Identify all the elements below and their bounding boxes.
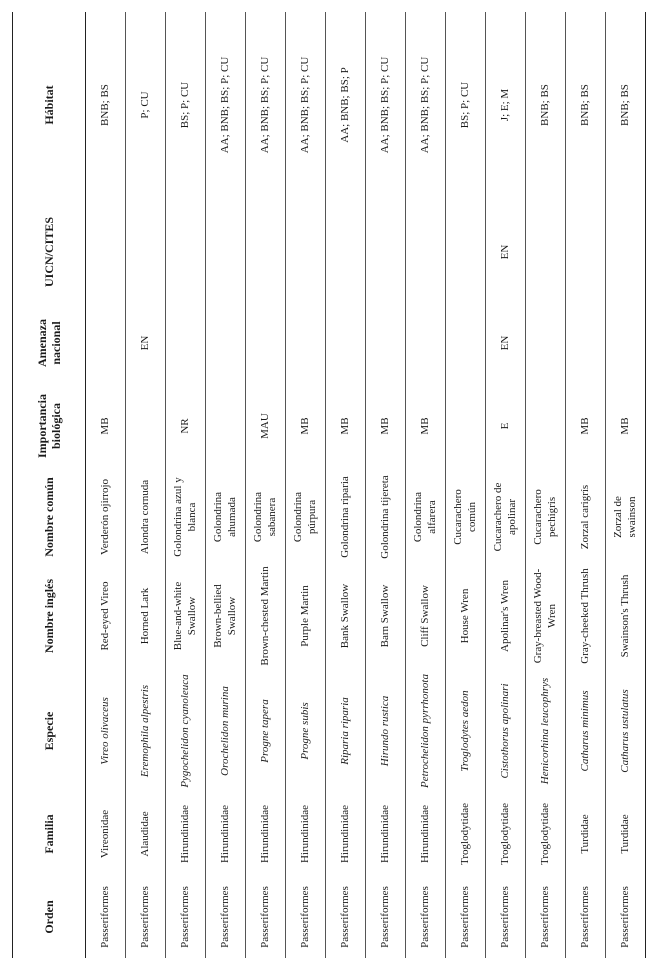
- header-importancia: Importancia biológica: [13, 380, 86, 472]
- cell-especie: Pygochelidon cyanoleuca: [166, 670, 206, 792]
- cell-especie: Cistothorus apolinari: [486, 670, 526, 792]
- cell-habitat: J; E; M: [486, 12, 526, 198]
- cell-familia: Hirundinidae: [406, 792, 446, 876]
- cell-familia: Troglodytidae: [526, 792, 566, 876]
- cell-importancia: [526, 380, 566, 472]
- cell-familia: Hirundinidae: [206, 792, 246, 876]
- cell-orden: Passeriformes: [126, 876, 166, 958]
- cell-especie: Riparia riparia: [326, 670, 366, 792]
- cell-familia: Turdidae: [606, 792, 646, 876]
- cell-nombre-comun: Cucarachero común: [446, 472, 486, 562]
- cell-orden: Passeriformes: [246, 876, 286, 958]
- cell-uicn-cites: [246, 198, 286, 306]
- cell-orden: Passeriformes: [486, 876, 526, 958]
- cell-habitat: AA; BNB; BS; P; CU: [246, 12, 286, 198]
- cell-orden: Passeriformes: [566, 876, 606, 958]
- cell-nombre-comun: Alondra cornuda: [126, 472, 166, 562]
- cell-importancia: MAU: [246, 380, 286, 472]
- cell-familia: Hirundinidae: [286, 792, 326, 876]
- cell-orden: Passeriformes: [86, 876, 126, 958]
- cell-nombre-comun: Golondrina alfarera: [406, 472, 446, 562]
- cell-especie: Catharus ustulatus: [606, 670, 646, 792]
- cell-nombre-ingles: Horned Lark: [126, 562, 166, 670]
- cell-nombre-ingles: Red-eyed Vireo: [86, 562, 126, 670]
- cell-familia: Troglodytidae: [446, 792, 486, 876]
- table-row: [366, 12, 406, 958]
- cell-amenaza: [246, 306, 286, 380]
- cell-nombre-ingles: Gray-breasted Wood-Wren: [526, 562, 566, 670]
- cell-familia: Vireonidae: [86, 792, 126, 876]
- cell-nombre-ingles: Cliff Swallow: [406, 562, 446, 670]
- cell-orden: Passeriformes: [286, 876, 326, 958]
- header-nombre-ingles: Nombre inglés: [13, 562, 86, 670]
- cell-habitat: BNB; BS: [566, 12, 606, 198]
- cell-nombre-ingles: Apolinar's Wren: [486, 562, 526, 670]
- table-row: [566, 12, 606, 958]
- cell-orden: Passeriformes: [166, 876, 206, 958]
- cell-importancia: MB: [286, 380, 326, 472]
- header-amenaza: Amenaza nacional: [13, 306, 86, 380]
- cell-familia: Troglodytidae: [486, 792, 526, 876]
- cell-amenaza: [86, 306, 126, 380]
- cell-amenaza: EN: [486, 306, 526, 380]
- cell-amenaza: [166, 306, 206, 380]
- cell-uicn-cites: [86, 198, 126, 306]
- header-uicn-cites: UICN/CITES: [13, 198, 86, 306]
- cell-nombre-comun: Zorzal de swainson: [606, 472, 646, 562]
- cell-familia: Hirundinidae: [166, 792, 206, 876]
- cell-nombre-comun: Golondrina riparia: [326, 472, 366, 562]
- cell-uicn-cites: [206, 198, 246, 306]
- cell-nombre-ingles: Brown-chested Martin: [246, 562, 286, 670]
- cell-habitat: P; CU: [126, 12, 166, 198]
- cell-habitat: AA; BNB; BS; P; CU: [286, 12, 326, 198]
- cell-uicn-cites: [166, 198, 206, 306]
- cell-nombre-ingles: Gray-cheeked Thrush: [566, 562, 606, 670]
- cell-habitat: BS; P; CU: [166, 12, 206, 198]
- cell-habitat: BNB; BS: [86, 12, 126, 198]
- table-row: [166, 12, 206, 958]
- cell-nombre-ingles: Bank Swallow: [326, 562, 366, 670]
- cell-uicn-cites: [526, 198, 566, 306]
- cell-amenaza: [566, 306, 606, 380]
- cell-uicn-cites: [126, 198, 166, 306]
- cell-especie: Vireo olivaceus: [86, 670, 126, 792]
- cell-uicn-cites: [606, 198, 646, 306]
- cell-nombre-ingles: Barn Swallow: [366, 562, 406, 670]
- cell-uicn-cites: [286, 198, 326, 306]
- cell-nombre-ingles: Blue-and-white Swallow: [166, 562, 206, 670]
- cell-habitat: AA; BNB; BS; P; CU: [206, 12, 246, 198]
- cell-uicn-cites: [566, 198, 606, 306]
- header-nombre-comun: Nombre común: [13, 472, 86, 562]
- cell-nombre-comun: Golondrina púrpura: [286, 472, 326, 562]
- cell-orden: Passeriformes: [526, 876, 566, 958]
- cell-nombre-ingles: Swainson's Thrush: [606, 562, 646, 670]
- cell-amenaza: [606, 306, 646, 380]
- cell-importancia: MB: [326, 380, 366, 472]
- cell-nombre-comun: Golondrina sabanera: [246, 472, 286, 562]
- table-row: [486, 12, 526, 958]
- table-row: [606, 12, 646, 958]
- cell-importancia: MB: [86, 380, 126, 472]
- cell-uicn-cites: [366, 198, 406, 306]
- header-orden: Orden: [13, 876, 86, 958]
- cell-especie: Eremophila alpestris: [126, 670, 166, 792]
- cell-nombre-comun: Golondrina ahumada: [206, 472, 246, 562]
- cell-nombre-comun: Golondrina tijereta: [366, 472, 406, 562]
- cell-uicn-cites: [406, 198, 446, 306]
- cell-especie: Henicorhina leucophrys: [526, 670, 566, 792]
- cell-nombre-ingles: Purple Martin: [286, 562, 326, 670]
- cell-familia: Hirundinidae: [246, 792, 286, 876]
- table-row: [326, 12, 366, 958]
- cell-nombre-comun: Cucarachero pechigris: [526, 472, 566, 562]
- cell-nombre-comun: Cucarachero de apolinar: [486, 472, 526, 562]
- cell-orden: Passeriformes: [206, 876, 246, 958]
- table-row: [406, 12, 446, 958]
- cell-familia: Alaudidae: [126, 792, 166, 876]
- header-familia: Familia: [13, 792, 86, 876]
- cell-importancia: MB: [366, 380, 406, 472]
- cell-amenaza: [406, 306, 446, 380]
- cell-amenaza: [526, 306, 566, 380]
- cell-importancia: MB: [606, 380, 646, 472]
- cell-especie: Progne tapera: [246, 670, 286, 792]
- cell-orden: Passeriformes: [366, 876, 406, 958]
- cell-uicn-cites: [446, 198, 486, 306]
- cell-nombre-comun: Golondrina azul y blanca: [166, 472, 206, 562]
- cell-habitat: BNB; BS: [526, 12, 566, 198]
- cell-nombre-comun: Verderón ojirrojo: [86, 472, 126, 562]
- table-body: [86, 12, 646, 958]
- table-row: [126, 12, 166, 958]
- cell-uicn-cites: [326, 198, 366, 306]
- cell-habitat: BS; P; CU: [446, 12, 486, 198]
- cell-habitat: AA; BNB; BS; P: [326, 12, 366, 198]
- cell-nombre-ingles: Brown-bellied Swallow: [206, 562, 246, 670]
- species-table: [12, 12, 646, 958]
- cell-amenaza: [446, 306, 486, 380]
- cell-nombre-ingles: House Wren: [446, 562, 486, 670]
- cell-orden: Passeriformes: [606, 876, 646, 958]
- table-row: [446, 12, 486, 958]
- cell-amenaza: [206, 306, 246, 380]
- cell-importancia: MB: [406, 380, 446, 472]
- cell-habitat: AA; BNB; BS; P; CU: [366, 12, 406, 198]
- cell-especie: Petrochelidon pyrrhonota: [406, 670, 446, 792]
- cell-familia: Hirundinidae: [366, 792, 406, 876]
- cell-amenaza: [366, 306, 406, 380]
- cell-importancia: E: [486, 380, 526, 472]
- cell-amenaza: [286, 306, 326, 380]
- cell-familia: Turdidae: [566, 792, 606, 876]
- cell-importancia: MB: [566, 380, 606, 472]
- table-row: [246, 12, 286, 958]
- cell-amenaza: [326, 306, 366, 380]
- cell-especie: Hirundo rustica: [366, 670, 406, 792]
- cell-especie: Progne subis: [286, 670, 326, 792]
- cell-amenaza: EN: [126, 306, 166, 380]
- cell-importancia: [206, 380, 246, 472]
- cell-orden: Passeriformes: [446, 876, 486, 958]
- cell-familia: Hirundinidae: [326, 792, 366, 876]
- cell-importancia: [446, 380, 486, 472]
- cell-especie: Troglodytes aedon: [446, 670, 486, 792]
- header-especie: Especie: [13, 670, 86, 792]
- table-row: [86, 12, 126, 958]
- header-habitat: Hábitat: [13, 12, 86, 198]
- cell-especie: Catharus minimus: [566, 670, 606, 792]
- cell-importancia: [126, 380, 166, 472]
- table-row: [206, 12, 246, 958]
- cell-nombre-comun: Zorzal carigrís: [566, 472, 606, 562]
- cell-orden: Passeriformes: [406, 876, 446, 958]
- table-row: [286, 12, 326, 958]
- table-row: [526, 12, 566, 958]
- cell-especie: Orochelidon murina: [206, 670, 246, 792]
- cell-importancia: NR: [166, 380, 206, 472]
- cell-orden: Passeriformes: [326, 876, 366, 958]
- cell-habitat: AA; BNB; BS; P; CU: [406, 12, 446, 198]
- header-row: [13, 12, 86, 958]
- cell-uicn-cites: EN: [486, 198, 526, 306]
- cell-habitat: BNB; BS: [606, 12, 646, 198]
